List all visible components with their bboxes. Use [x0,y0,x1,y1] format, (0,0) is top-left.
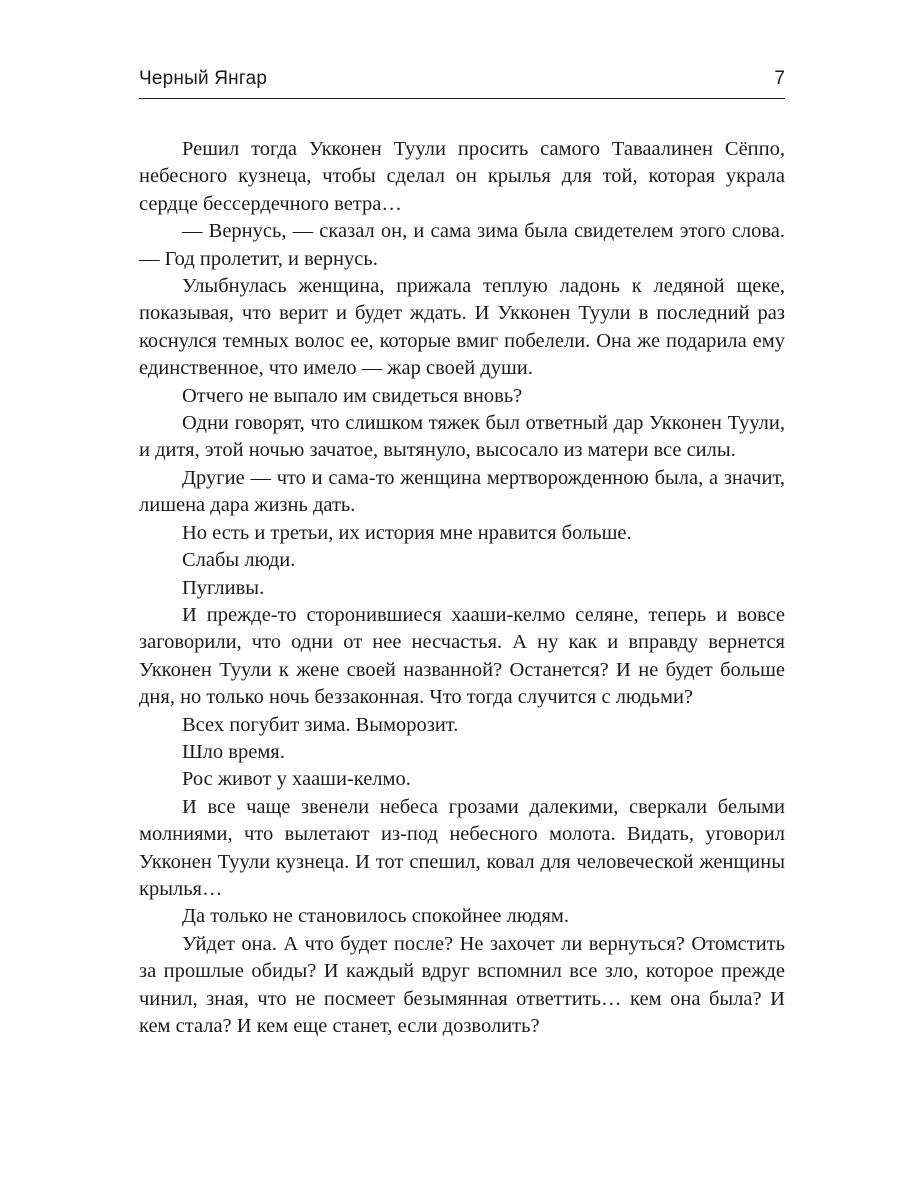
paragraph: Слабы люди. [182,549,296,572]
paragraph: Рос живот у хааши-келмо. [182,768,411,791]
paragraph: Отчего не выпало им свидеться вновь? [182,384,523,407]
paragraph: Да только не становилось спокойнее людям. [182,905,569,928]
page-header [139,66,785,99]
paragraph: Решил тогда Укконен Туули просить самого Таваалинен Сёппо, небесного кузнеца, чтобы сделал он крылья для той, которая украла сердце бессердечного ветра… [139,138,785,215]
paragraph: Улыбнулась женщина, прижала теплую ладонь к ледяной щеке, показывая, что верит и будет ждать. И Укконен Туули в последний раз коснулся темных волос ее, которые вмиг побелели. Она же подарила ему единственное, что имело — жар своей души. [139,275,785,380]
paragraph: Всех погубит зима. Выморозит. [182,713,459,736]
page-number: 7 [774,68,785,89]
paragraph: Пугливы. [182,576,265,599]
paragraph: Одни говорят, что слишком тяжек был ответный дар Укконен Туули, и дитя, этой ночью зачатое, вытянуло, высосало из матери все силы. [139,412,785,462]
paragraph: Но есть и третьи, их история мне нравится больше. [182,521,632,544]
paragraph: — Вернусь, — сказал он, и сама зима была свидетелем этого слова. — Год пролетит, и вернусь. [139,220,785,270]
body-text [139,136,785,1040]
paragraph: Шло время. [182,740,285,763]
paragraph: Уйдет она. А что будет после? Не захочет ли вернуться? Отомстить за прошлые обиды? И каждый вдруг вспомнил все зло, которое прежде чинил, зная, что не посмеет безымянная ответтить… кем она была? И кем стала? И кем еще станет, если дозволить? [139,932,785,1037]
paragraph: И прежде-то сторонившиеся хааши-келмо селяне, теперь и вовсе заговорили, что одни от нее несчастья. А ну как и вправду вернется Укконен Туули к жене своей названной? Останется? И не будет больше дня, но только ночь беззаконная. Что тогда случится с людьми? [139,603,785,709]
paragraph: Другие — что и сама-то женщина мертворожденною была, а значит, лишена дара жизнь дать. [139,466,785,517]
paragraph: И все чаще звенели небеса грозами далекими, сверкали белыми молниями, что вылетают из-под небесного молота. Видать, уговорил Укконен Туули кузнеца. И тот спешил, ковал для человеческой женщины крылья… [139,795,785,900]
running-title: Черный Янгар [139,68,268,89]
